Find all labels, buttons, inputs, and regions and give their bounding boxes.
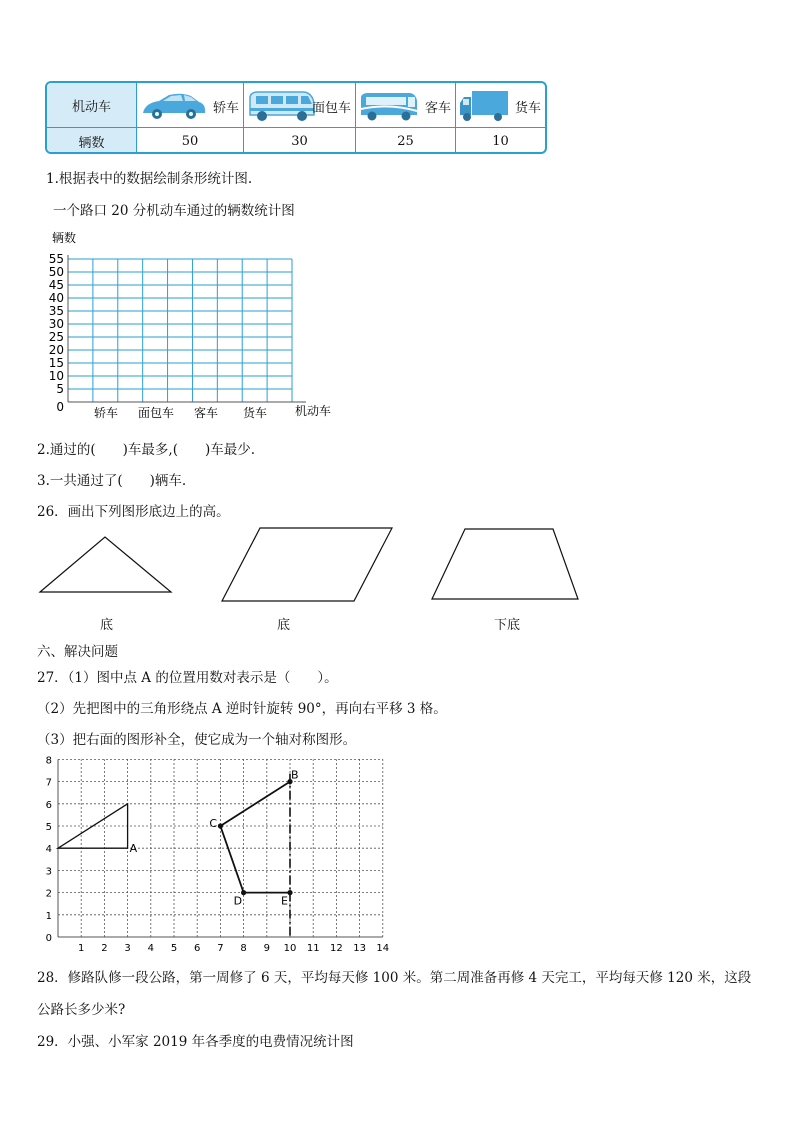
xtick-label: 2 [101, 943, 108, 954]
ytick-label: 3 [45, 866, 52, 878]
point-label: A [129, 842, 138, 856]
category-label: 面包车 [137, 406, 175, 420]
ytick-label: 40 [48, 291, 64, 305]
point-label: E [281, 894, 288, 908]
ytick-label: 5 [45, 822, 52, 833]
vertex-dot [287, 890, 292, 895]
xtick-label: 12 [330, 943, 343, 954]
question-26-text: 26．画出下列图形底边上的高。 [37, 504, 230, 520]
truck-icon [458, 87, 510, 125]
parallelogram-base-label: 底 [277, 618, 291, 633]
question-27-part-1: 27．（1）图中点 A 的位置用数对表示是（ ）。 [37, 670, 338, 686]
point-label: D [233, 894, 243, 908]
point-label: B [291, 768, 299, 782]
ytick-label: 8 [45, 755, 52, 767]
ytick-label: 35 [48, 304, 64, 318]
ytick-label: 20 [48, 343, 64, 357]
bar-chart-title: 一个路口 20 分机动车通过的辆数统计图 [53, 203, 295, 219]
ytick-label: 7 [45, 777, 52, 789]
half-figure [220, 782, 290, 893]
coordinate-figures [58, 769, 299, 937]
trapezoid-shape [430, 527, 582, 601]
bar-chart-categories [94, 405, 267, 420]
xtick-label: 3 [124, 943, 131, 954]
bus-icon [358, 87, 420, 125]
vehicle-count-bus: 25 [356, 128, 456, 154]
question-28-line-2: 公路长多少米? [37, 1002, 126, 1018]
xtick-label: 4 [147, 943, 154, 954]
van-icon [246, 87, 318, 125]
bar-chart-xlabel: 机动车 [295, 404, 332, 418]
ytick-label: 55 [48, 252, 64, 266]
ytick-label: 2 [45, 888, 52, 900]
category-label: 货车 [242, 406, 268, 420]
ytick-label: 6 [45, 799, 52, 811]
vertex-dot [218, 823, 223, 828]
ytick-label: 1 [45, 910, 52, 922]
xtick-label: 11 [306, 943, 320, 954]
question-28-line-1: 28．修路队修一段公路，第一周修了 6 天，平均每天修 100 米。第二周准备再修 4 天完工，平均每天修 120 米，这段 [37, 970, 752, 986]
ytick-label: 45 [48, 278, 64, 292]
car-icon [139, 87, 209, 123]
vehicle-cell-car [137, 83, 244, 127]
ytick-label: 0 [45, 933, 52, 944]
ytick-label: 30 [48, 317, 64, 331]
question-2-text: 2.通过的( )车最多,( )车最少. [37, 442, 256, 458]
xtick-label: 1 [78, 943, 85, 954]
parallelogram-shape [220, 526, 394, 604]
vehicle-name-van: 面包车 [311, 101, 351, 116]
bar-chart-ylabel: 辆数 [52, 231, 77, 245]
bar-chart-yticks [49, 252, 64, 414]
vehicle-header-label: 机动车 [47, 83, 137, 127]
question-27-part-3: （3）把右面的图形补全，使它成为一个轴对称图形。 [37, 732, 357, 748]
triangle-figure [58, 804, 128, 848]
blank-bar-chart [38, 228, 348, 424]
vehicle-cell-truck [456, 83, 545, 127]
category-label: 客车 [193, 406, 219, 420]
vehicle-count-car: 50 [137, 128, 244, 154]
xtick-label: 13 [353, 943, 366, 954]
vehicle-cell-van [244, 83, 356, 127]
vehicle-table-count-row [47, 128, 545, 154]
question-1-text: 1.根据表中的数据绘制条形统计图. [46, 171, 253, 187]
section-six-heading: 六、解决问题 [37, 644, 118, 660]
vehicle-count-label: 辆数 [47, 128, 137, 154]
vehicle-table-header-row [47, 83, 545, 128]
xtick-label: 6 [194, 943, 201, 954]
point-label: C [209, 817, 218, 830]
ytick-label: 10 [48, 369, 64, 383]
vehicle-cell-bus [356, 83, 456, 127]
coordinate-tick-labels [46, 755, 390, 954]
question-3-text: 3.一共通过了( )辆车. [37, 473, 187, 489]
ytick-label: 15 [48, 356, 64, 370]
ytick-label: 25 [48, 330, 64, 344]
category-label: 轿车 [93, 406, 119, 420]
vehicle-table [45, 81, 547, 154]
xtick-label: 10 [283, 943, 297, 954]
question-29-text: 29．小强、小军家 2019 年各季度的电费情况统计图 [37, 1034, 354, 1050]
vehicle-name-bus: 客车 [424, 101, 451, 116]
vehicle-name-car: 轿车 [212, 101, 239, 116]
xtick-label: 7 [217, 943, 224, 954]
triangle-base-label: 底 [100, 618, 114, 633]
ytick-label: 50 [48, 265, 64, 279]
question-27-part-2: （2）先把图中的三角形绕点 A 逆时针旋转 90°，再向右平移 3 格。 [37, 701, 447, 717]
xtick-label: 8 [240, 943, 247, 954]
bar-chart-gridlines [68, 255, 306, 402]
xtick-label: 14 [376, 943, 390, 954]
trapezoid-base-label: 下底 [494, 618, 521, 633]
ytick-label: 0 [56, 400, 64, 414]
vehicle-count-truck: 10 [492, 133, 509, 149]
ytick-label: 5 [56, 382, 64, 396]
coordinate-grid [40, 754, 392, 954]
vehicle-name-truck: 货车 [514, 101, 541, 116]
triangle-shape [38, 535, 174, 595]
ytick-label: 4 [45, 844, 52, 856]
xtick-label: 9 [263, 943, 270, 954]
vehicle-count-van: 30 [244, 128, 356, 154]
xtick-label: 5 [170, 943, 178, 954]
